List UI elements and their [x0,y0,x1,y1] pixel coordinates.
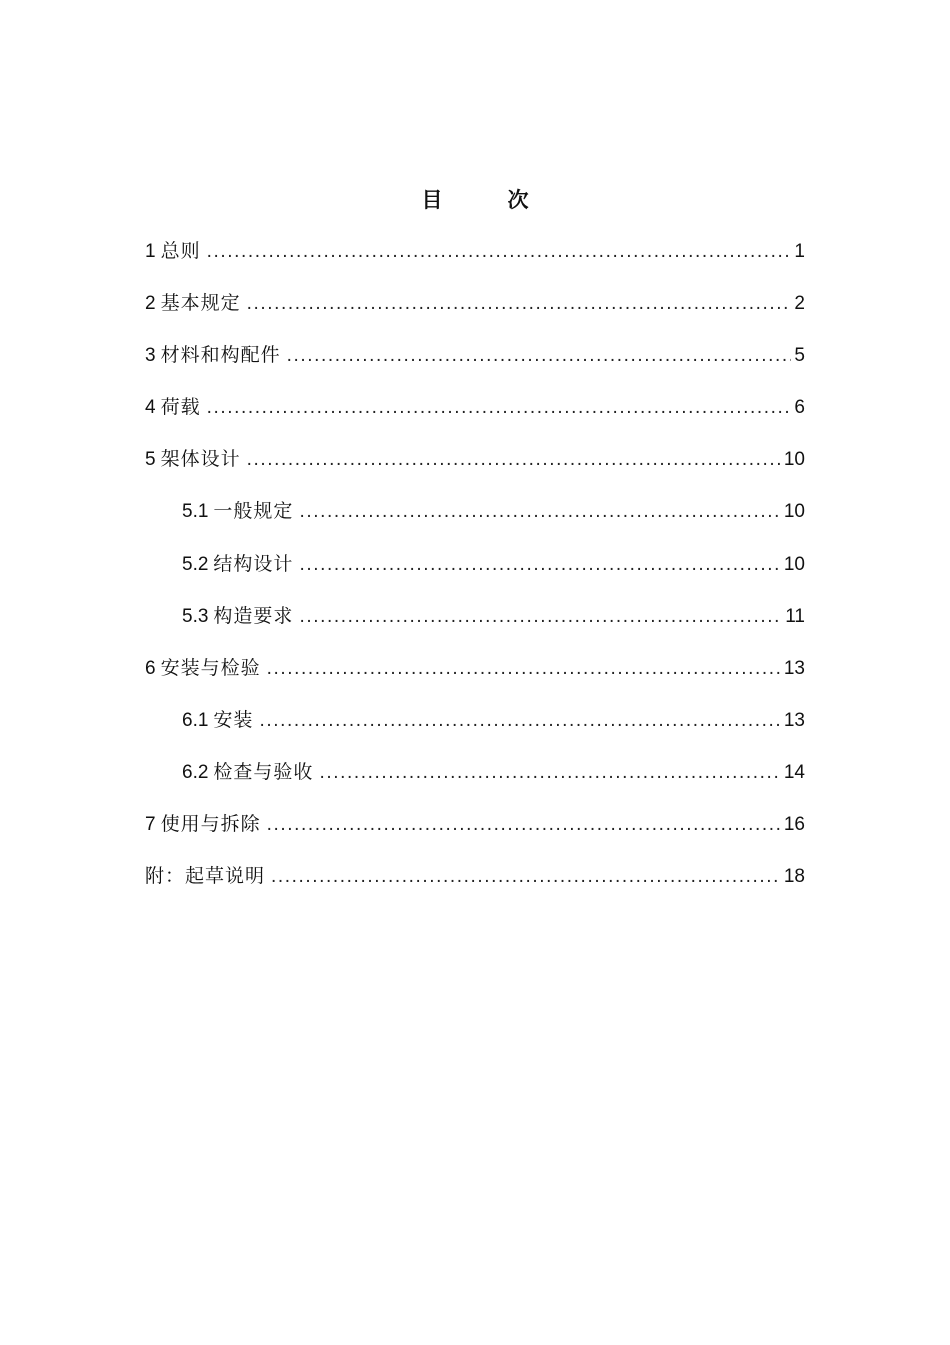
toc-dot-leader [247,443,781,477]
toc-entry-page: 13 [783,657,805,679]
toc-entry-page: 6 [794,397,805,419]
toc-entry-number: 5 [145,449,156,471]
toc-dot-leader [267,808,781,842]
toc-entry-page: 11 [785,605,805,627]
toc-entry[interactable] [145,651,805,703]
toc-entry-label: 安装 [213,708,254,731]
toc-entry-page: 16 [783,814,805,836]
toc-dot-leader [319,756,780,790]
toc-dot-leader [299,600,782,634]
toc-entry-label: 总则 [160,240,201,262]
toc-entry-page: 1 [794,241,805,262]
toc-dot-leader [287,339,792,373]
toc-entry-label: 附：起草说明 [145,865,266,888]
toc-dot-leader [299,548,780,582]
toc-entry-label: 使用与拆除 [160,813,261,836]
toc-entry-label: 基本规定 [160,292,241,315]
toc-dot-leader [267,652,781,686]
toc-entry-page: 10 [783,553,805,575]
toc-entry[interactable] [145,755,805,807]
toc-dot-leader [259,704,780,738]
toc-entry-page: 10 [783,449,805,471]
toc-entry-number: 3 [145,345,156,367]
toc-entry-page: 13 [783,709,805,731]
toc-list [145,234,805,911]
toc-entry[interactable] [145,234,805,286]
toc-title: 目 次 [421,188,551,212]
toc-dot-leader [271,860,781,894]
toc-dot-leader [207,235,792,269]
toc-entry-number: 7 [145,814,156,836]
toc-entry-number: 1 [145,241,156,262]
toc-entry-number: 6 [145,657,156,679]
toc-entry-number: 5.1 [182,501,209,523]
toc-entry-number: 5.3 [182,605,209,627]
toc-entry[interactable] [145,547,805,599]
toc-entry-label: 荷载 [160,396,201,419]
toc-entry-number: 5.2 [182,553,209,575]
toc-entry-label: 材料和构配件 [160,344,281,367]
toc-entry-page: 10 [783,501,805,523]
toc-entry-label: 构造要求 [213,604,294,627]
toc-entry-number: 6.2 [182,761,209,783]
toc-entry[interactable] [145,494,805,546]
toc-entry-page: 14 [783,761,805,783]
toc-entry[interactable] [145,599,805,651]
toc-entry-label: 安装与检验 [160,656,261,679]
toc-entry[interactable] [145,807,805,859]
toc-dot-leader [299,495,780,529]
toc-entry-page: 18 [783,866,805,888]
toc-entry[interactable] [145,703,805,755]
toc-entry-page: 5 [794,345,805,367]
toc-entry-number: 2 [145,293,156,315]
toc-entry[interactable] [145,286,805,338]
toc-entry[interactable] [145,442,805,494]
toc-entry[interactable] [145,390,805,442]
toc-entry-label: 一般规定 [213,500,294,523]
toc-entry-label: 架体设计 [160,448,241,471]
toc-entry-number: 6.1 [182,709,209,731]
toc-entry-label: 检查与验收 [213,760,314,783]
toc-dot-leader [207,391,792,425]
toc-entry-label: 结构设计 [213,552,294,575]
toc-dot-leader [247,287,792,321]
toc-entry-number: 4 [145,397,156,419]
toc-entry[interactable] [145,859,805,911]
toc-entry-page: 2 [794,293,805,315]
toc-entry[interactable] [145,338,805,390]
